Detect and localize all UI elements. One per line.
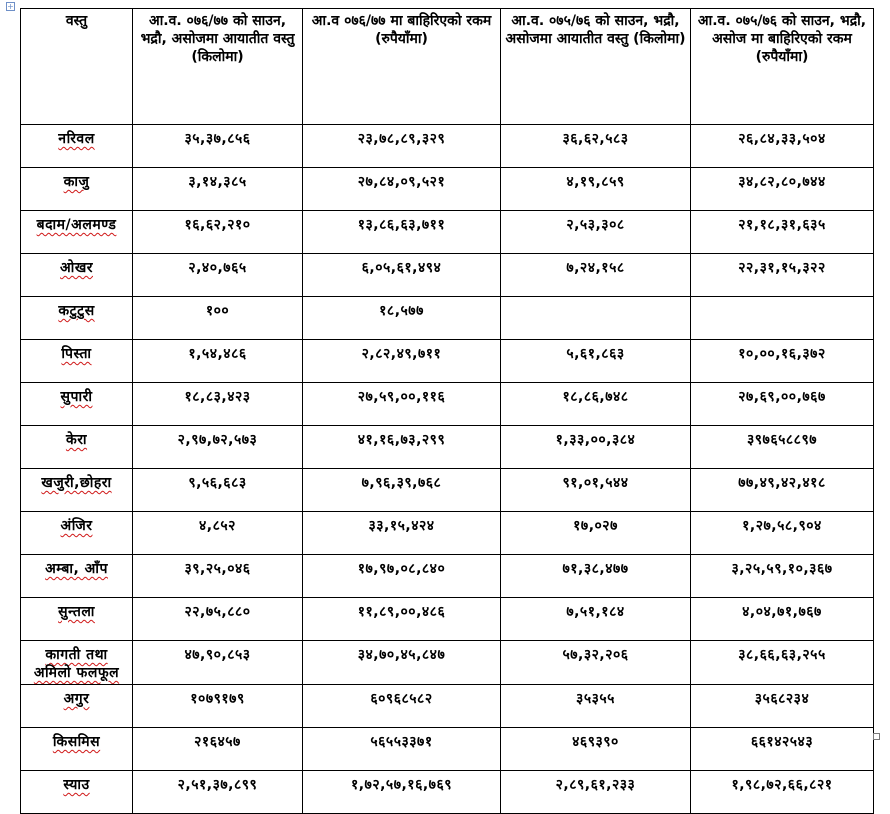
cell-075-76-quantity <box>501 297 691 340</box>
cell-item <box>21 685 133 728</box>
cell-076-77-amount <box>303 641 501 685</box>
cell-076-77-quantity <box>133 598 303 641</box>
cell-value: १,२७,५८,९०४ <box>742 518 822 534</box>
cell-value: २१,१८,३१,६३५ <box>738 217 826 233</box>
cell-value: २,८९,६१,२३३ <box>555 777 636 793</box>
cell-value: २७,५९,००,११६ <box>357 389 446 405</box>
cell-value: ३९,२५,०४६ <box>184 561 251 577</box>
cell-076-77-amount <box>303 426 501 469</box>
cell-value: १७,०२७ <box>573 518 618 534</box>
cell-value: १३,८६,६३,७११ <box>357 217 446 233</box>
cell-value: ६०९६८५८२ <box>370 691 433 707</box>
cell-075-76-amount <box>691 125 874 168</box>
header-076-77-amount: आ.व ०७६/७७ मा बाहिरिएको रकम (रुपैयाँमा) <box>303 9 501 125</box>
cell-075-76-quantity <box>501 771 691 814</box>
cell-075-76-quantity <box>501 168 691 211</box>
cell-value: ३५३५५ <box>576 691 615 707</box>
cell-075-76-quantity <box>501 426 691 469</box>
item-name: पिस्ता <box>61 346 92 362</box>
cell-075-76-quantity <box>501 211 691 254</box>
table-move-handle-icon[interactable]: + <box>7 2 14 11</box>
cell-076-77-amount <box>303 555 501 598</box>
cell-076-77-quantity <box>133 728 303 771</box>
cell-075-76-quantity <box>501 469 691 512</box>
header-075-76-quantity: आ.व. ०७५/७६ को साउन, भद्रौ, असोजमा आयातीत वस्तु (किलोमा) <box>501 9 691 125</box>
cell-value: ३३,१५,४२४ <box>368 518 435 534</box>
cell-item <box>21 340 133 383</box>
item-name: बदाम/अलमण्ड <box>36 217 117 233</box>
cell-075-76-amount <box>691 340 874 383</box>
cell-value: २७,८४,०९,५२१ <box>357 174 446 190</box>
cell-076-77-quantity <box>133 555 303 598</box>
cell-value: २७,६९,००,७६७ <box>738 389 826 405</box>
cell-076-77-quantity <box>133 340 303 383</box>
header-row <box>21 9 874 125</box>
cell-item <box>21 555 133 598</box>
cell-value: ४७,९०,८५३ <box>184 647 251 663</box>
cell-value: ९,५६,६८३ <box>188 475 247 491</box>
cell-item <box>21 469 133 512</box>
item-name: काजु <box>63 174 90 190</box>
cell-076-77-quantity <box>133 426 303 469</box>
table-resize-handle-icon[interactable] <box>873 733 880 740</box>
cell-075-76-quantity <box>501 555 691 598</box>
cell-075-76-quantity <box>501 685 691 728</box>
cell-item <box>21 598 133 641</box>
item-name: अगुर <box>63 691 90 707</box>
item-name: अम्बा, आँप <box>45 561 108 577</box>
cell-value: ४,०४,७१,७६७ <box>742 604 822 620</box>
cell-value: २२,७५,८८० <box>184 604 251 620</box>
cell-value: २१६४५७ <box>194 734 241 750</box>
cell-076-77-amount <box>303 125 501 168</box>
cell-076-77-amount <box>303 211 501 254</box>
cell-value: ७,९६,३९,७६८ <box>361 475 442 491</box>
item-name: किसमिस <box>52 734 101 750</box>
cell-076-77-amount <box>303 168 501 211</box>
cell-value: ९१,०१,५४४ <box>562 475 629 491</box>
table-row <box>21 254 874 297</box>
cell-value: ५७,३२,२०६ <box>562 647 629 663</box>
cell-075-76-amount <box>691 254 874 297</box>
cell-076-77-quantity <box>133 685 303 728</box>
cell-value: ७,२४,१५८ <box>566 260 625 276</box>
cell-value: ७,५१,१८४ <box>566 604 625 620</box>
cell-item <box>21 641 133 685</box>
table-row <box>21 728 874 771</box>
item-name: सुपारी <box>60 389 93 405</box>
cell-value: १०० <box>205 303 230 319</box>
cell-075-76-quantity <box>501 512 691 555</box>
cell-value: ३४,७०,४५,८४७ <box>357 647 446 663</box>
table-row <box>21 383 874 426</box>
cell-075-76-amount <box>691 469 874 512</box>
cell-075-76-amount <box>691 685 874 728</box>
cell-075-76-quantity <box>501 340 691 383</box>
cell-item <box>21 297 133 340</box>
cell-value: १०,००,१६,३७२ <box>738 346 826 362</box>
cell-value: ७७,४९,४२,४१८ <box>738 475 826 491</box>
cell-item <box>21 125 133 168</box>
cell-076-77-amount <box>303 297 501 340</box>
cell-item <box>21 728 133 771</box>
cell-075-76-amount <box>691 641 874 685</box>
cell-076-77-quantity <box>133 168 303 211</box>
cell-076-77-amount <box>303 512 501 555</box>
item-name: कटुटुस <box>58 303 95 319</box>
cell-value: १७,९७,०८,८४० <box>357 561 446 577</box>
cell-value: २,४०,७६५ <box>188 260 247 276</box>
table-row <box>21 168 874 211</box>
cell-075-76-quantity <box>501 254 691 297</box>
cell-value: ४१,१६,७३,२९९ <box>357 432 446 448</box>
cell-value: ११,८९,००,४८६ <box>357 604 446 620</box>
cell-value: १,९८,७२,६६,८२१ <box>731 777 833 793</box>
item-name: सुन्तला <box>58 604 95 620</box>
cell-value: १८,८६,७४८ <box>562 389 629 405</box>
cell-075-76-quantity <box>501 125 691 168</box>
cell-076-77-quantity <box>133 512 303 555</box>
cell-076-77-amount <box>303 340 501 383</box>
cell-item <box>21 383 133 426</box>
cell-076-77-quantity <box>133 383 303 426</box>
cell-value: २,८२,४९,७११ <box>361 346 442 362</box>
cell-075-76-quantity <box>501 728 691 771</box>
cell-value: २,९७,७२,५७३ <box>177 432 258 448</box>
cell-075-76-amount <box>691 555 874 598</box>
cell-value: ६,०५,६१,४९४ <box>361 260 442 276</box>
cell-076-77-quantity <box>133 297 303 340</box>
cell-value: १८,८३,४२३ <box>184 389 251 405</box>
cell-value: ५,६१,८६३ <box>566 346 625 362</box>
cell-value: ५६५५३३७१ <box>370 734 433 750</box>
cell-075-76-amount <box>691 168 874 211</box>
cell-075-76-amount <box>691 512 874 555</box>
cell-value: ७१,३८,४७७ <box>562 561 629 577</box>
header-075-76-amount: आ.व. ०७५/७६ को साउन, भद्रौ, असोज मा बाहिरिएको रकम (रुपैयाँमा) <box>691 9 874 125</box>
cell-value: १६,६२,२१० <box>184 217 251 233</box>
cell-075-76-quantity <box>501 383 691 426</box>
cell-value: ३५६८२३४ <box>754 691 810 707</box>
cell-item <box>21 211 133 254</box>
cell-value: १,३३,००,३८४ <box>555 432 636 448</box>
cell-value: ४,१९,८५९ <box>566 174 625 190</box>
cell-value: २३,७८,८९,३२९ <box>357 131 446 147</box>
cell-item <box>21 771 133 814</box>
cell-076-77-quantity <box>133 771 303 814</box>
cell-075-76-amount <box>691 297 874 340</box>
cell-075-76-amount <box>691 598 874 641</box>
cell-076-77-amount <box>303 469 501 512</box>
cell-075-76-amount <box>691 383 874 426</box>
table-row <box>21 685 874 728</box>
cell-075-76-amount <box>691 771 874 814</box>
table-row <box>21 211 874 254</box>
cell-item <box>21 426 133 469</box>
cell-075-76-amount <box>691 728 874 771</box>
table-row <box>21 641 874 685</box>
cell-076-77-quantity <box>133 641 303 685</box>
cell-item <box>21 168 133 211</box>
item-name: नरिवल <box>58 131 95 147</box>
cell-076-77-amount <box>303 771 501 814</box>
cell-value: ३,२५,५९,१०,३६७ <box>731 561 833 577</box>
cell-076-77-amount <box>303 254 501 297</box>
cell-value: २२,३१,१५,३२२ <box>738 260 826 276</box>
cell-value: १,७२,५७,१६,७६९ <box>350 777 453 793</box>
cell-076-77-quantity <box>133 469 303 512</box>
cell-value: ६६१४२५४३ <box>750 734 814 750</box>
cell-value: ३,१४,३८५ <box>188 174 247 190</box>
cell-076-77-amount <box>303 685 501 728</box>
cell-item <box>21 512 133 555</box>
table-row <box>21 598 874 641</box>
cell-value: ३८,६६,६३,२५५ <box>738 647 826 663</box>
cell-076-77-quantity <box>133 211 303 254</box>
cell-value: २६,८४,३३,५०४ <box>738 131 826 147</box>
item-name: खजुरी,छोहरा <box>41 475 112 491</box>
table-row <box>21 125 874 168</box>
cell-075-76-quantity <box>501 598 691 641</box>
cell-075-76-quantity <box>501 641 691 685</box>
table-row <box>21 469 874 512</box>
table-row <box>21 555 874 598</box>
table-row <box>21 512 874 555</box>
cell-075-76-amount <box>691 211 874 254</box>
cell-value: ३९७६५८८९७ <box>746 432 818 448</box>
cell-076-77-amount <box>303 728 501 771</box>
cell-value: ३४,८२,८०,७४४ <box>738 174 826 190</box>
table-row <box>21 340 874 383</box>
cell-value: १,५४,४८६ <box>188 346 247 362</box>
item-name: केरा <box>65 432 88 448</box>
cell-076-77-quantity <box>133 125 303 168</box>
header-076-77-quantity: आ.व. ०७६/७७ को साउन, भद्रौ, असोजमा आयातीत वस्तु (किलोमा) <box>133 9 303 125</box>
cell-value: १०७९१७९ <box>190 691 245 707</box>
item-name: स्याउ <box>63 777 90 793</box>
item-name: कागती तथा अमिलो फलफूल <box>33 647 120 681</box>
table-row <box>21 297 874 340</box>
item-name: अंजिर <box>60 518 93 534</box>
header-item: वस्तु <box>21 9 133 125</box>
cell-value: २,५३,३०८ <box>566 217 625 233</box>
import-data-table <box>20 8 874 814</box>
cell-value: १८,५७७ <box>379 303 424 319</box>
cell-value: ३६,६२,५८३ <box>562 131 629 147</box>
cell-value: २,५१,३७,८९९ <box>177 777 258 793</box>
table-body <box>21 125 874 814</box>
cell-value: ३५,३७,८५६ <box>184 131 251 147</box>
item-name: ओखर <box>60 260 93 276</box>
cell-item <box>21 254 133 297</box>
cell-value: ४,८५२ <box>199 518 236 534</box>
table-row <box>21 771 874 814</box>
cell-075-76-amount <box>691 426 874 469</box>
cell-value: ४६९३९० <box>572 734 619 750</box>
cell-076-77-amount <box>303 383 501 426</box>
cell-076-77-amount <box>303 598 501 641</box>
table-row <box>21 426 874 469</box>
cell-076-77-quantity <box>133 254 303 297</box>
